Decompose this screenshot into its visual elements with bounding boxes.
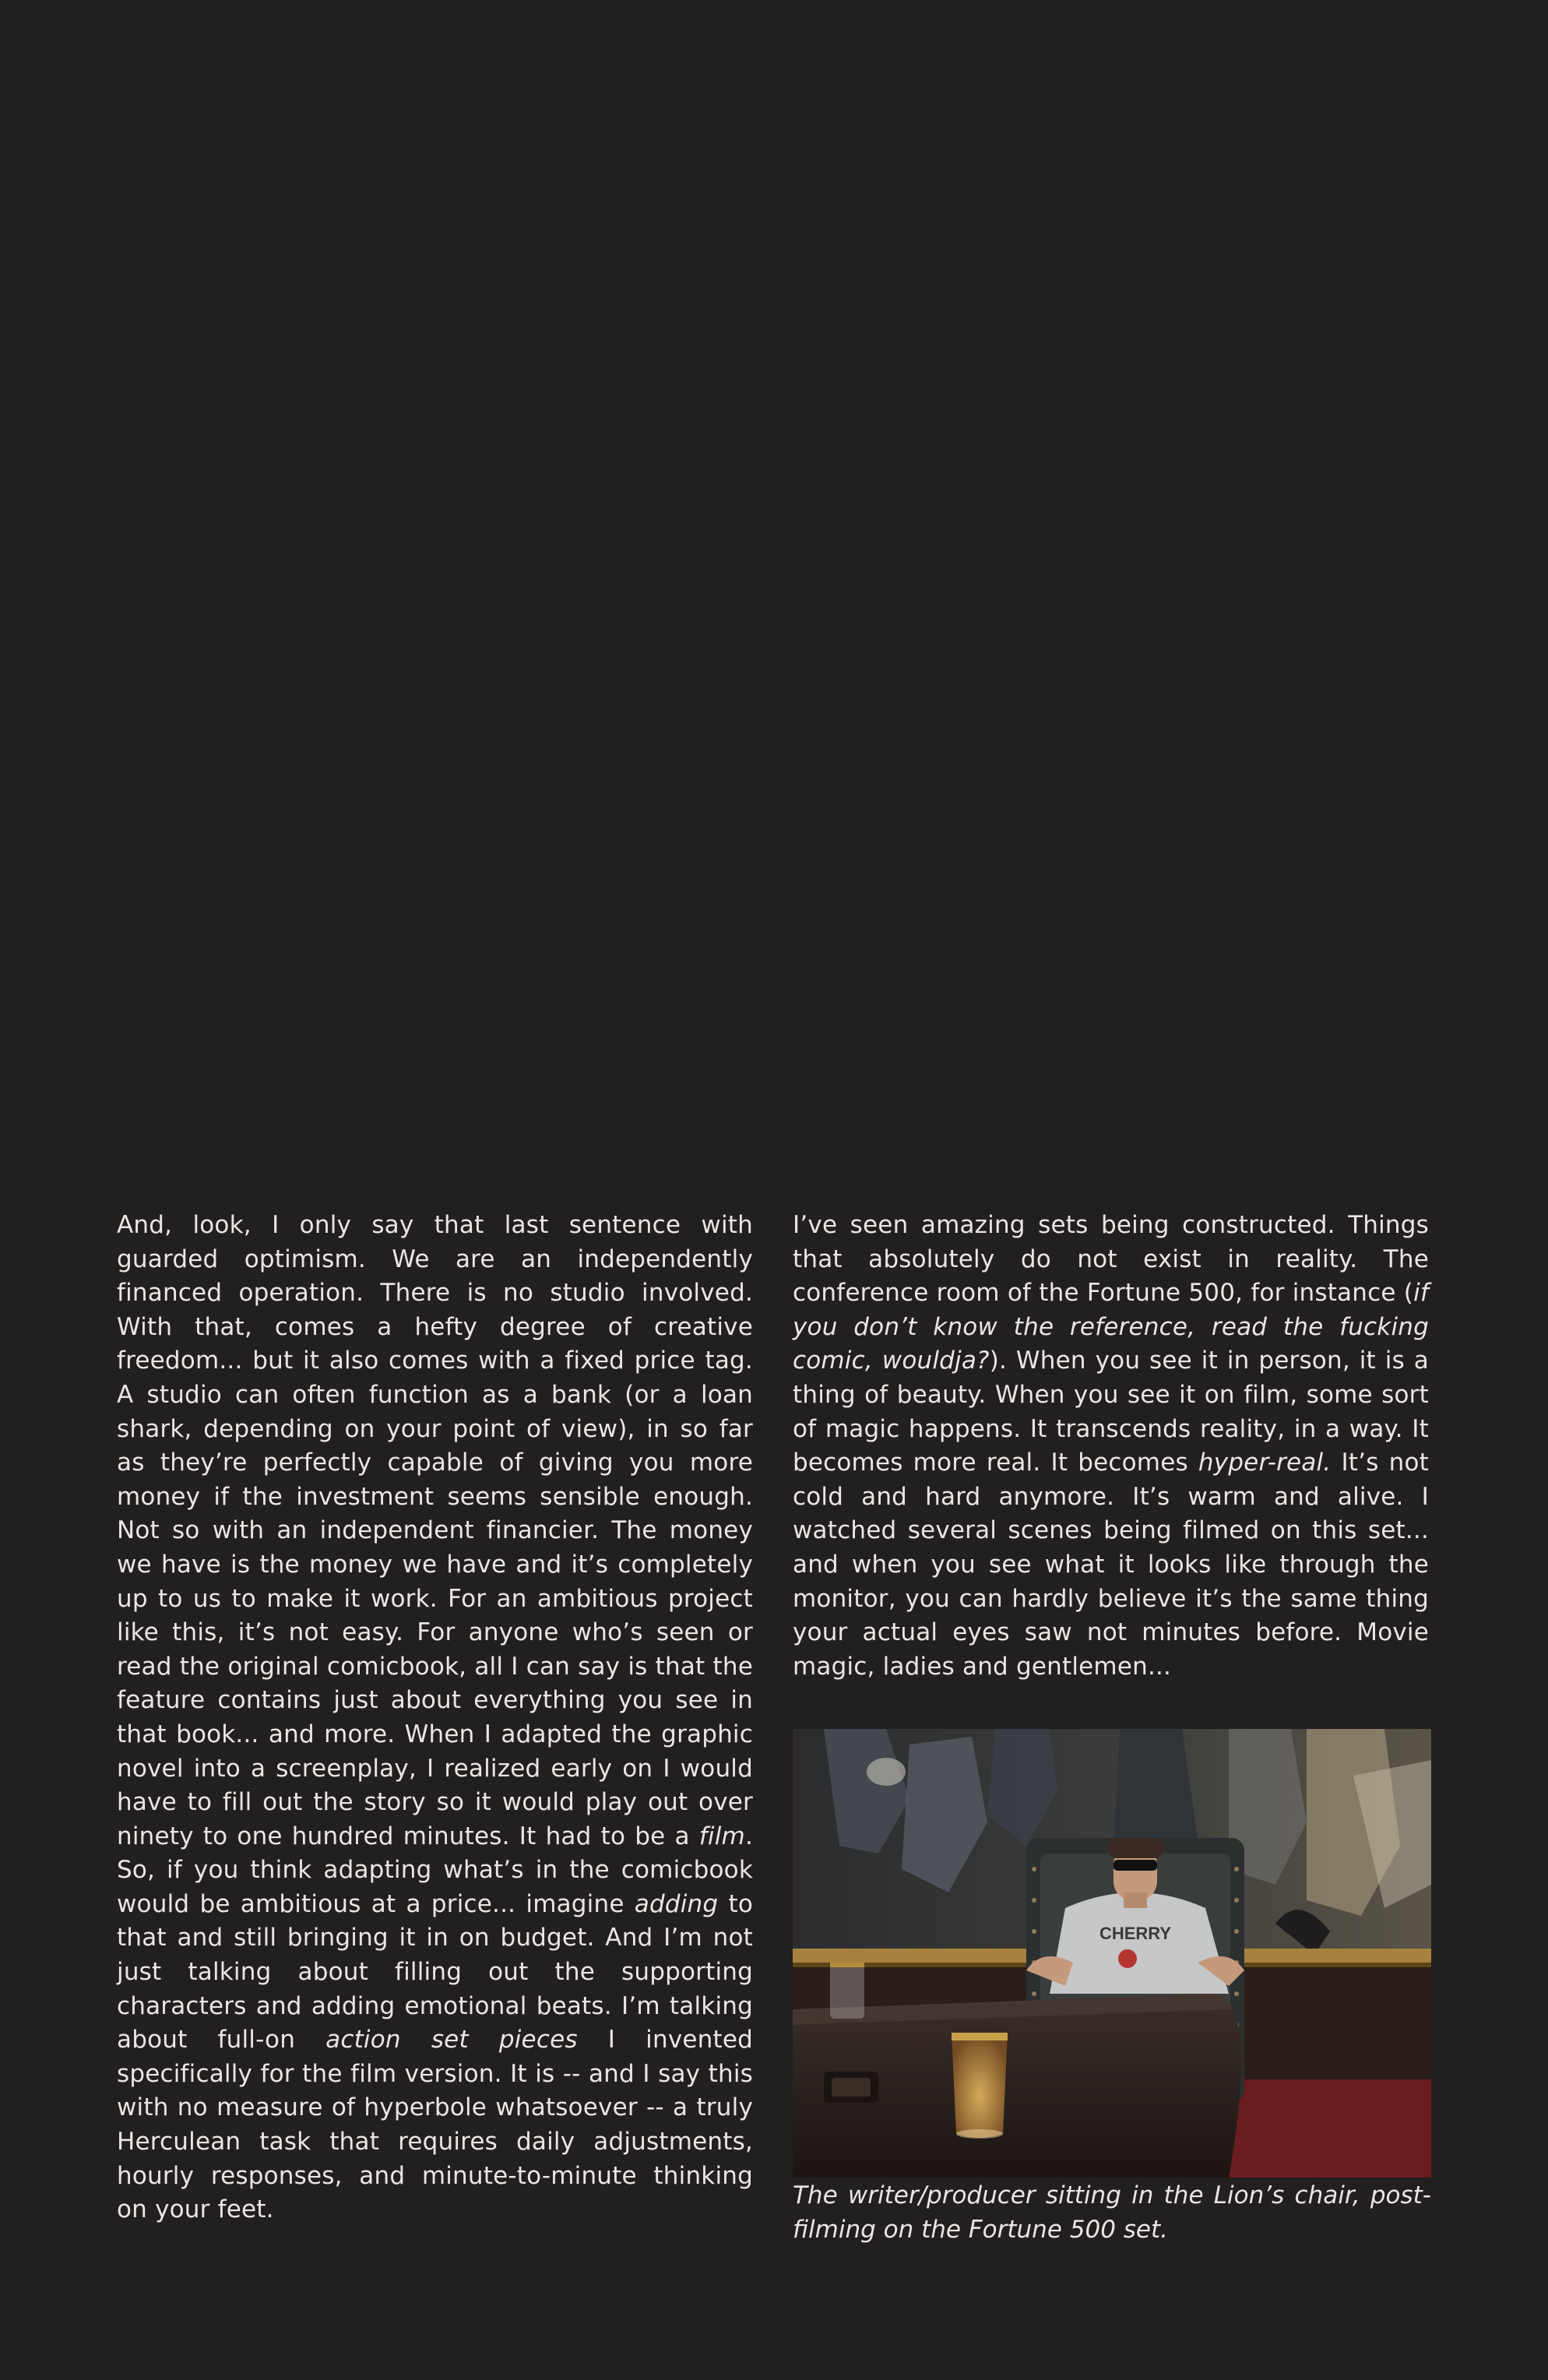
photo-caption: The writer/producer sitting in the Lion’s chair, post-filming on the Fortune 500 set. [793,2181,1431,2244]
emphasis-reference: if you don’t know the reference, read the fucking comic, wouldja? [793,1279,1429,1375]
text-segment: I’ve seen amazing sets being constructed. Things that absolutely do not exist in reality. The conference room of the Fortune 500, for instance ( [793,1211,1429,1308]
right-paragraph [793,1209,1429,1684]
set-photo-illustration [793,1729,1431,2178]
emphasis-hyper-real: hyper-real. [1198,1449,1332,1477]
emphasis-adding: adding [634,1889,719,1918]
right-column [793,1209,1429,1684]
left-column [117,1209,753,2227]
text-segment: ). When you see it in person, it is a thing of beauty. When you see it on film, some sort of magic happens. It transcends reality, in a way. It becomes more real. It becomes [793,1347,1429,1477]
shirt-text: CHERRY [1099,1924,1172,1943]
emphasis-film: film [698,1822,745,1850]
set-photo [793,1729,1431,2178]
text-segment: And, look, I only say that last sentence with guarded optimism. We are an independently financed operation. There is no studio involved. With that, comes a hefty degree of creative freedom... but it also comes with a fixed price tag. A studio can often function as a bank (or a loan shark, depending on your point of view), in so far as they’re perfectly capable of giving you more money if the investment seems sensible enough. Not so with an independent financier. The money we have is the money we have and it’s completely up to us to make it work. For an ambitious project like this, it’s not easy. For anyone who’s seen or read the original comicbook, all I can say is that the feature contains just about everything you see in that book... and more. When I adapted the graphic novel into a screenplay, I realized early on I would have to fill out the story so it would play out over ninety to one hundred minutes. It had to be a [117,1211,753,1850]
text-segment: . So, if you think adapting what’s in the comicbook would be ambitious at a price... imagine [117,1822,753,1918]
text-segment: to that and still bringing it in on budget. And I’m not just talking about filling out the supporting characters and adding emotional beats. I’m talking about full-on [117,1889,754,2054]
left-paragraph [117,1209,753,2227]
text-segment: I invented specifically for the film version. It is -- and I say this with no measure of hyperbole whatsoever -- a truly Herculean task that requires daily adjustments, hourly responses, and minute-to-minute thinking on your feet. [117,2026,753,2224]
text-segment: It’s not cold and hard anymore. It’s warm and alive. I watched several scenes being filmed on this set... and when you see what it looks like through the monitor, you can hardly believe it’s the same thing your actual eyes saw not minutes before. Movie magic, ladies and gentlemen... [793,1449,1429,1681]
emphasis-action-set-pieces: action set pieces [325,2026,578,2054]
